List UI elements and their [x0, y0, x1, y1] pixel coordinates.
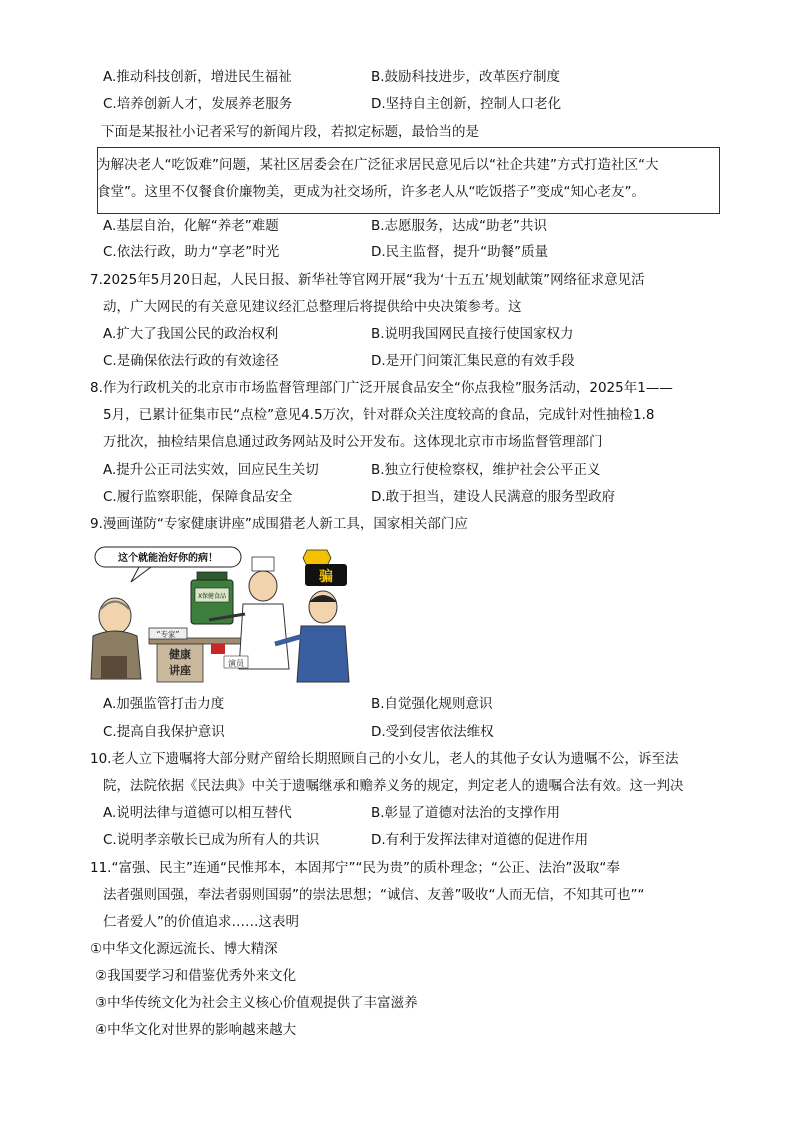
q8-option-a: A.提升公正司法实效，回应民生关切 — [103, 462, 319, 478]
q10-stem-line-2: 院，法院依据《民法典》中关于遗嘱继承和赡养义务的规定，判定老人的遗嘱合法有效。这一判决 — [103, 778, 684, 794]
desk-text-2: 讲座 — [169, 664, 191, 677]
q9-option-b: B.自觉强化规则意识 — [371, 696, 493, 712]
news-excerpt-line-1: 为解决老人“吃饭难”问题，某社区居委会在广泛征求居民意见后以“社企共建”方式打造社区“大 — [97, 157, 659, 173]
q6-option-a: A.基层自治，化解“养老”难题 — [103, 218, 279, 234]
q11-stem-line-2: 法者强则国强，奉法者弱则国弱”的崇法思想；“诚信、友善”吸收“人而无信，不知其可也”“ — [103, 887, 645, 903]
q8-stem-line-1: 8.作为行政机关的北京市市场监督管理部门广泛开展食品安全“你点我检”服务活动，2025年1—— — [90, 380, 673, 396]
q11-item-1: ①中华文化源远流长、博大精深 — [90, 941, 278, 957]
q9-stem: 9.漫画谨防“专家健康讲座”成围猎老人新工具，国家相关部门应 — [90, 516, 468, 532]
q5-option-c: C.培养创新人才，发展养老服务 — [103, 96, 293, 112]
q6-stem: 下面是某报社小记者采写的新闻片段，若拟定标题，最恰当的是 — [101, 124, 479, 140]
speech-text: 这个就能治好你的病！ — [118, 553, 218, 564]
news-excerpt-line-2: 食堂”。这里不仅餐食价廉物美，更成为社交场所，许多老人从“吃饭搭子”变成“知心老友”。 — [97, 184, 645, 200]
actor-label: 演员 — [228, 659, 244, 668]
desk-tag: “专家” — [156, 630, 180, 639]
q10-option-b: B.彰显了道德对法治的支撑作用 — [371, 805, 561, 821]
q7-option-b: B.说明我国网民直接行使国家权力 — [371, 326, 574, 342]
q11-stem-line-1: 11.“富强、民主”连通“民惟邦本，本固邦宁”“民为贵”的质朴理念；“公正、法治”汲取“奉 — [90, 860, 620, 876]
old-man-figure — [91, 598, 141, 679]
q9-option-c: C.提高自我保护意识 — [103, 724, 225, 740]
q5-option-d: D.坚持自主创新，控制人口老化 — [371, 96, 562, 112]
q7-stem-line-2: 动，广大网民的有关意见建议经汇总整理后将提供给中央决策参考。这 — [103, 299, 522, 315]
q6-option-d: D.民主监督，提升“助餐”质量 — [371, 244, 549, 260]
q9-option-d: D.受到侵害依法维权 — [371, 724, 494, 740]
q8-stem-line-3: 万批次，抽检结果信息通过政务网站及时公开发布。这体现北京市市场监督管理部门 — [103, 434, 603, 450]
q6-option-c: C.依法行政，助力“享老”时光 — [103, 244, 280, 260]
q5-option-a: A.推动科技创新，增进民生福祉 — [103, 69, 292, 85]
q7-option-d: D.是开门问策汇集民意的有效手段 — [371, 353, 575, 369]
fake-expert-cartoon — [79, 544, 355, 685]
q11-stem-line-3: 仁者爱人”的价值追求……这表明 — [103, 914, 299, 930]
q8-option-c: C.履行监察职能，保障食品安全 — [103, 489, 293, 505]
q5-option-b: B.鼓励科技进步，改革医疗制度 — [371, 69, 561, 85]
fraud-badge-text: 骗 — [319, 569, 333, 585]
q11-item-3: ③中华传统文化为社会主义核心价值观提供了丰富滋养 — [95, 995, 418, 1011]
q11-item-4: ④中华文化对世界的影响越来越大 — [95, 1022, 297, 1038]
q10-option-c: C.说明孝亲敬长已成为所有人的共识 — [103, 832, 320, 848]
bottle-label: X保健食品 — [197, 593, 227, 600]
q10-option-d: D.有利于发挥法律对道德的促进作用 — [371, 832, 589, 848]
q10-stem-line-1: 10.老人立下遗嘱将大部分财产留给长期照顾自己的小女儿，老人的其他子女认为遗嘱不公，诉至法 — [90, 751, 679, 767]
q8-option-b: B.独立行使检察权，维护社会公平正义 — [371, 462, 601, 478]
q8-option-d: D.敢于担当，建设人民满意的服务型政府 — [371, 489, 616, 505]
q10-option-a: A.说明法律与道德可以相互替代 — [103, 805, 292, 821]
desk-text-1: 健康 — [169, 648, 191, 661]
q8-stem-line-2: 5月，已累计征集市民“点检”意见4.5万次，针对群众关注度较高的食品，完成针对性抽检1.8 — [103, 407, 655, 423]
q9-option-a: A.加强监管打击力度 — [103, 696, 225, 712]
news-excerpt-box — [97, 147, 720, 214]
q7-option-c: C.是确保依法行政的有效途径 — [103, 353, 279, 369]
q6-option-b: B.志愿服务，达成“助老”共识 — [371, 218, 548, 234]
q7-option-a: A.扩大了我国公民的政治权利 — [103, 326, 279, 342]
q11-item-2: ②我国要学习和借鉴优秀外来文化 — [95, 968, 297, 984]
q7-stem-line-1: 7.2025年5月20日起，人民日报、新华社等官网开展“我为‘十五五’规划献策”网络征求意见活 — [90, 272, 645, 288]
